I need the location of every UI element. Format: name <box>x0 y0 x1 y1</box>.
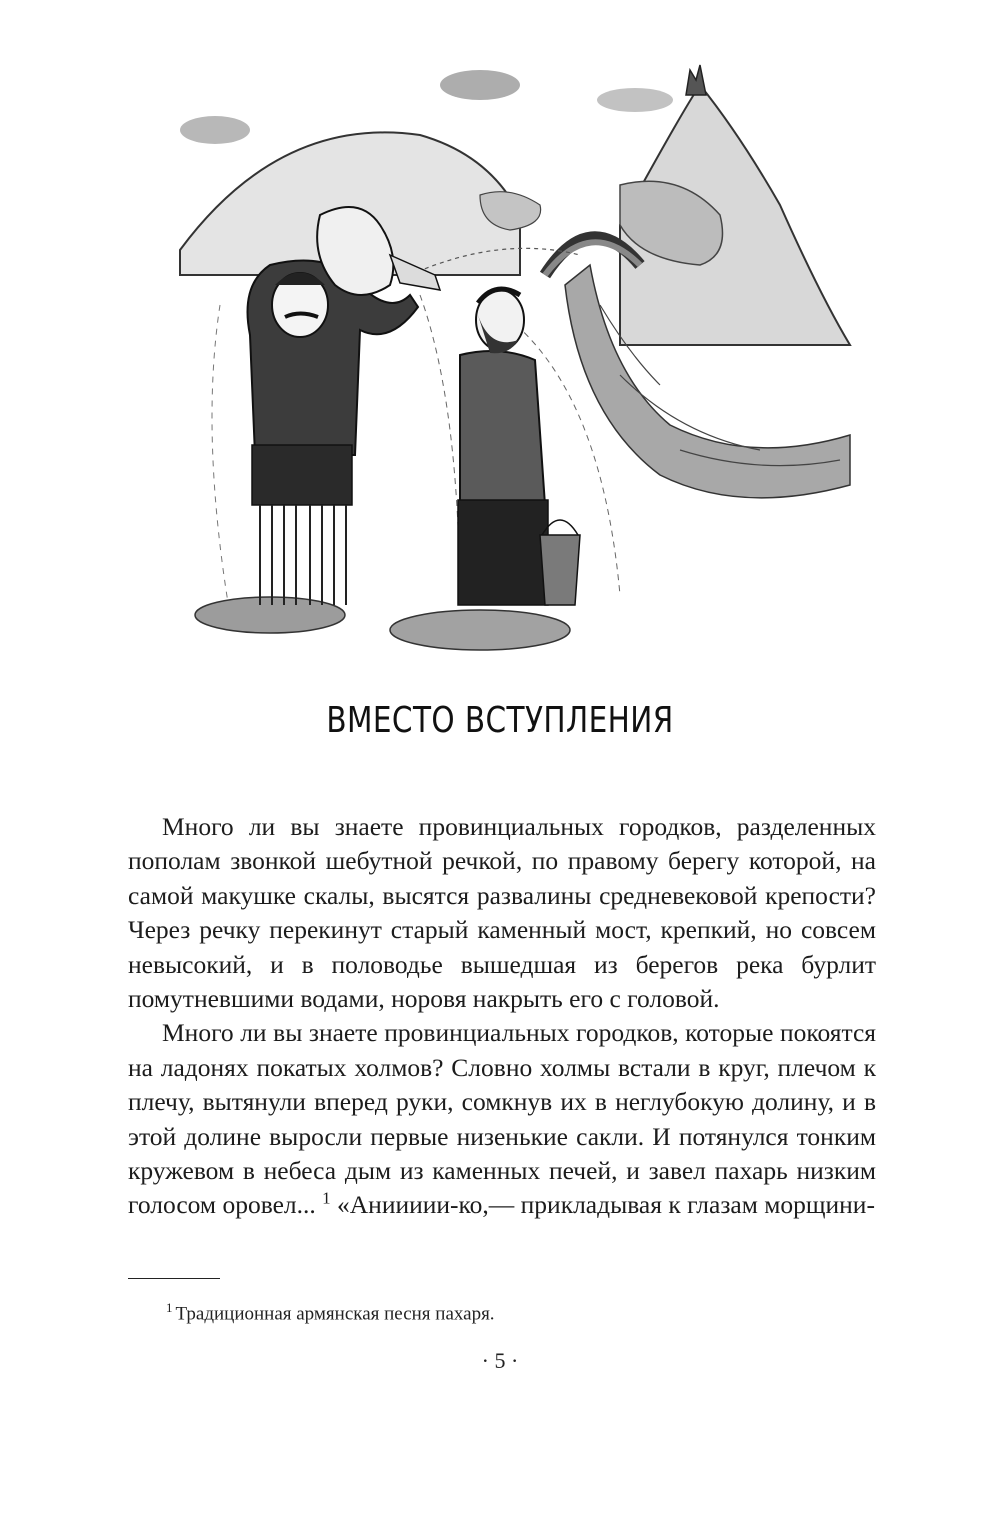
paragraph-2-text: Много ли вы знаете провинциальных городков, которые покоятся на ладонях покатых холмов? Словно холмы встали в круг, плечом к плечу, вытянули вперед руки, сомкнув их в неглубокую долину, и в этой долине выросли первые низенькие сакли. И потянулся тонким кружевом в небеса дым из каменных печей, и завел пахарь низким голосом оровел... <box>128 1018 876 1220</box>
paragraph-2-tail: «Аниииии-ко,— прикладывая к глазам морщини- <box>330 1190 875 1220</box>
chapter-title: ВМЕСТО ВСТУПЛЕНИЯ <box>326 700 674 741</box>
footnote-reference[interactable]: 1 <box>322 1188 331 1208</box>
body-text <box>128 810 876 1223</box>
footnote-number: 1 <box>166 1300 173 1315</box>
paragraph-1: Много ли вы знаете провинциальных городков, разделенных пополам звонкой шебутной речкой, по правому берегу которой, на самой макушке скалы, высятся развалины средневековой крепости? Через речку перекинут старый каменный мост, крепкий, но совсем невысокий, и в половодье вышедшая из берегов река бурлит помутневшими водами, норовя накрыть его с головой. <box>128 812 876 1014</box>
footnote-text: Традиционная армянская песня пахаря. <box>175 1303 495 1325</box>
footnote <box>166 1300 495 1325</box>
drawing-icon <box>160 55 860 675</box>
illustration <box>160 55 860 675</box>
paragraph-2 <box>128 1016 876 1222</box>
footnote-divider <box>128 1278 220 1279</box>
page-number: · 5 · <box>481 1348 519 1373</box>
